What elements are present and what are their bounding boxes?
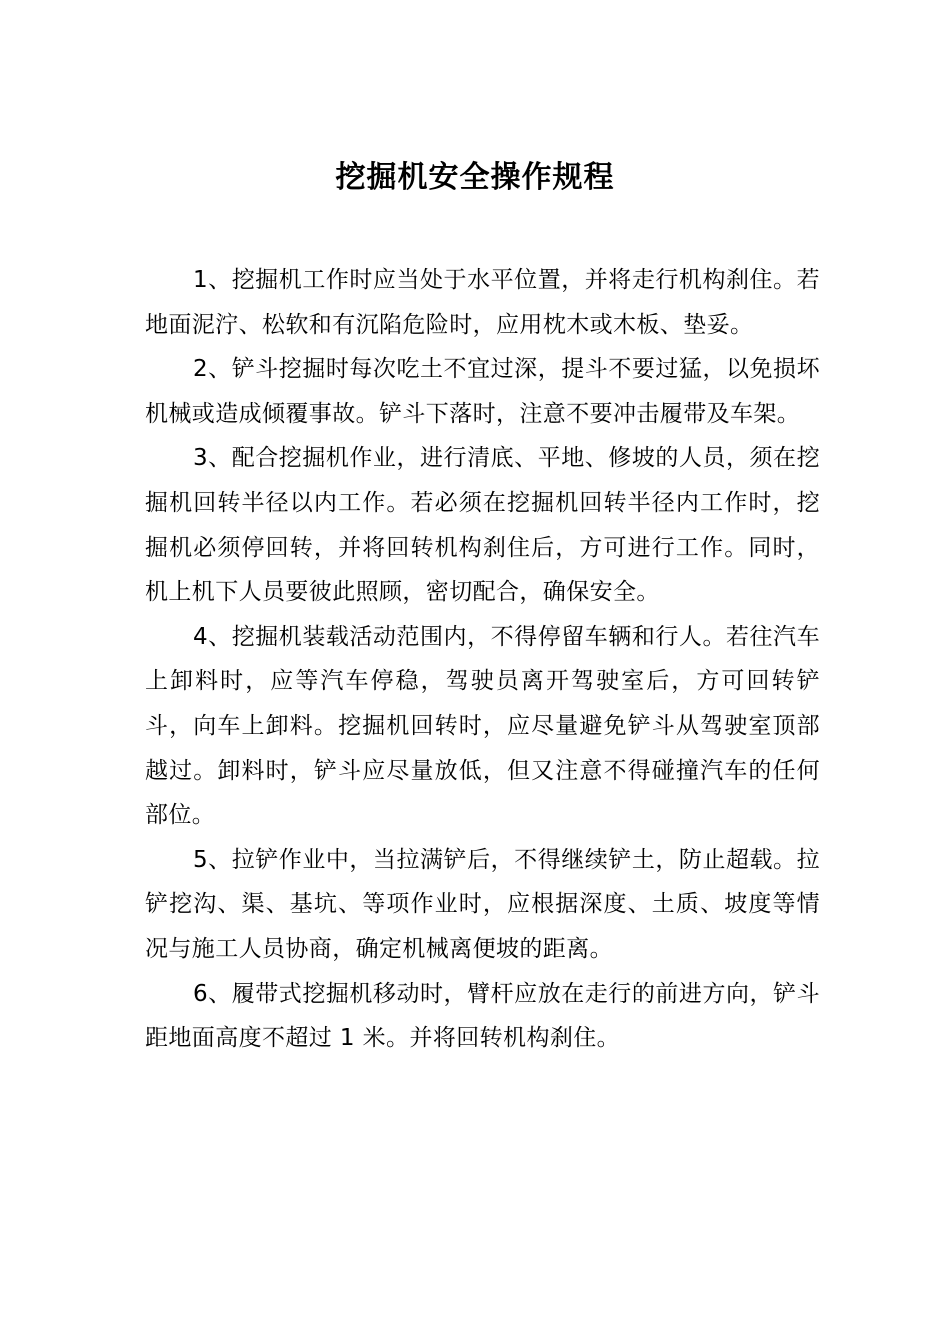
paragraph-2: 2、铲斗挖掘时每次吃土不宜过深，提斗不要过猛，以免损坏机械或造成倾覆事故。铲斗下落时，注意不要冲击履带及车架。 xyxy=(145,356,820,427)
paragraph-4: 4、挖掘机装载活动范围内，不得停留车辆和行人。若往汽车上卸料时，应等汽车停稳，驾驶员离开驾驶室后，方可回转铲斗，向车上卸料。挖掘机回转时，应尽量避免铲斗从驾驶室顶部越过。卸料时，铲斗应尽量放低，但又注意不得碰撞汽车的任何部位。 xyxy=(145,623,820,829)
paragraph-5: 5、拉铲作业中，当拉满铲后，不得继续铲土，防止超载。拉铲挖沟、渠、基坑、等项作业时，应根据深度、土质、坡度等情况与施工人员协商，确定机械离便坡的距离。 xyxy=(145,846,820,962)
paragraph-3: 3、配合挖掘机作业，进行清底、平地、修坡的人员，须在挖掘机回转半径以内工作。若必须在挖掘机回转半径内工作时，挖掘机必须停回转，并将回转机构刹住后，方可进行工作。同时，机上机下人员要彼此照顾，密切配合，确保安全。 xyxy=(145,445,820,606)
paragraph-6: 6、履带式挖掘机移动时，臂杆应放在走行的前进方向，铲斗距地面高度不超过 1 米。并将回转机构刹住。 xyxy=(145,980,820,1052)
paragraph-1: 1、挖掘机工作时应当处于水平位置，并将走行机构刹住。若地面泥泞、松软和有沉陷危险时，应用枕木或木板、垫妥。 xyxy=(145,267,820,338)
document-body xyxy=(145,258,820,1061)
document-title: 挖掘机安全操作规程 xyxy=(335,160,615,195)
